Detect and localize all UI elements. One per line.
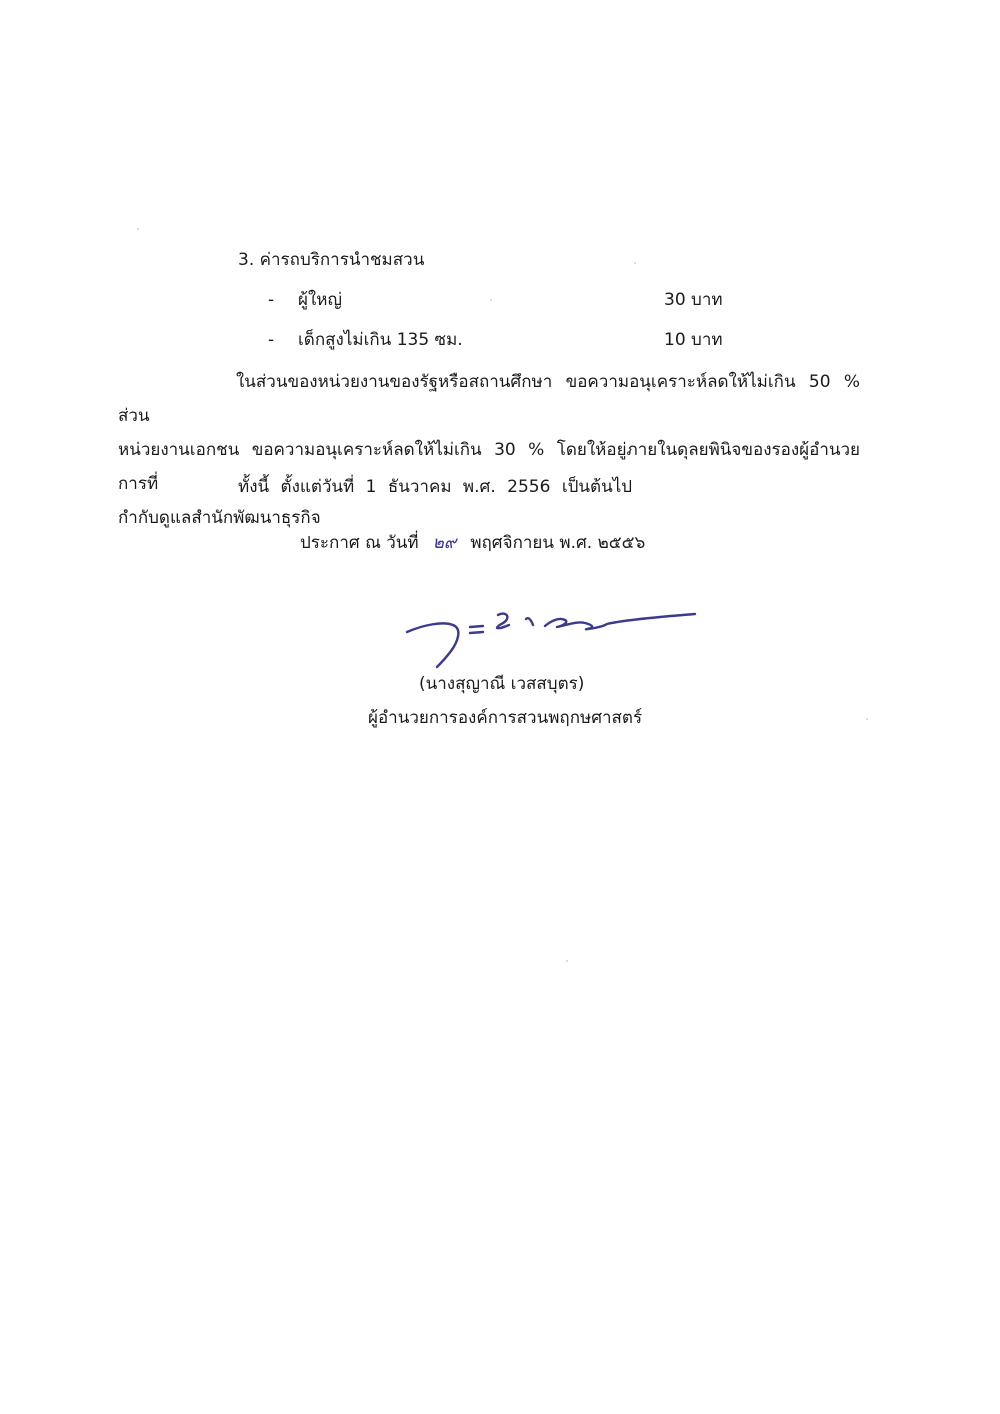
- list-item-label: เด็กสูงไม่เกิน 135 ซม.: [298, 330, 463, 350]
- paragraph-line: ในส่วนของหน่วยงานของรัฐหรือสถานศึกษา ขอความอนุเคราะห์ลดให้ไม่เกิน 50 % ส่วน: [118, 372, 860, 426]
- list-dash: -: [268, 330, 275, 350]
- scan-speck: [634, 262, 636, 264]
- scan-speck: [137, 228, 139, 230]
- discount-paragraph: [118, 365, 860, 535]
- announcement-prefix: ประกาศ ณ วันที่: [300, 533, 419, 553]
- signer-title: ผู้อำนวยการองค์การสวนพฤกษศาสตร์: [368, 708, 643, 728]
- paragraph-line: หน่วยงานเอกชน ขอความอนุเคราะห์ลดให้ไม่เกิน 30 % โดยให้อยู่ภายในดุลยพินิจของรองผู้อำนวยการที่: [118, 440, 860, 494]
- scan-speck: [866, 718, 868, 720]
- paragraph-line: กำกับดูแลสำนักพัฒนาธุรกิจ: [118, 508, 321, 528]
- announcement-month-year: พฤศจิกายน พ.ศ. ๒๕๕๖: [470, 533, 646, 553]
- list-dash: -: [268, 290, 275, 310]
- item-heading: 3. ค่ารถบริการนำชมสวน: [238, 250, 425, 270]
- announcement-date: [300, 532, 645, 554]
- effective-date: ทั้งนี้ ตั้งแต่วันที่ 1 ธันวาคม พ.ศ. 2556 เป็นต้นไป: [238, 477, 633, 497]
- list-item-label: ผู้ใหญ่: [298, 290, 342, 310]
- list-item-price: 10 บาท: [664, 330, 723, 350]
- handwritten-day: ๒๙: [432, 533, 457, 553]
- scan-speck: [566, 960, 568, 962]
- signer-name: (นางสุญาณี เวสสบุตร): [419, 674, 585, 694]
- scan-speck: [490, 299, 492, 301]
- list-item-price: 30 บาท: [664, 290, 723, 310]
- handwritten-signature: [395, 595, 705, 675]
